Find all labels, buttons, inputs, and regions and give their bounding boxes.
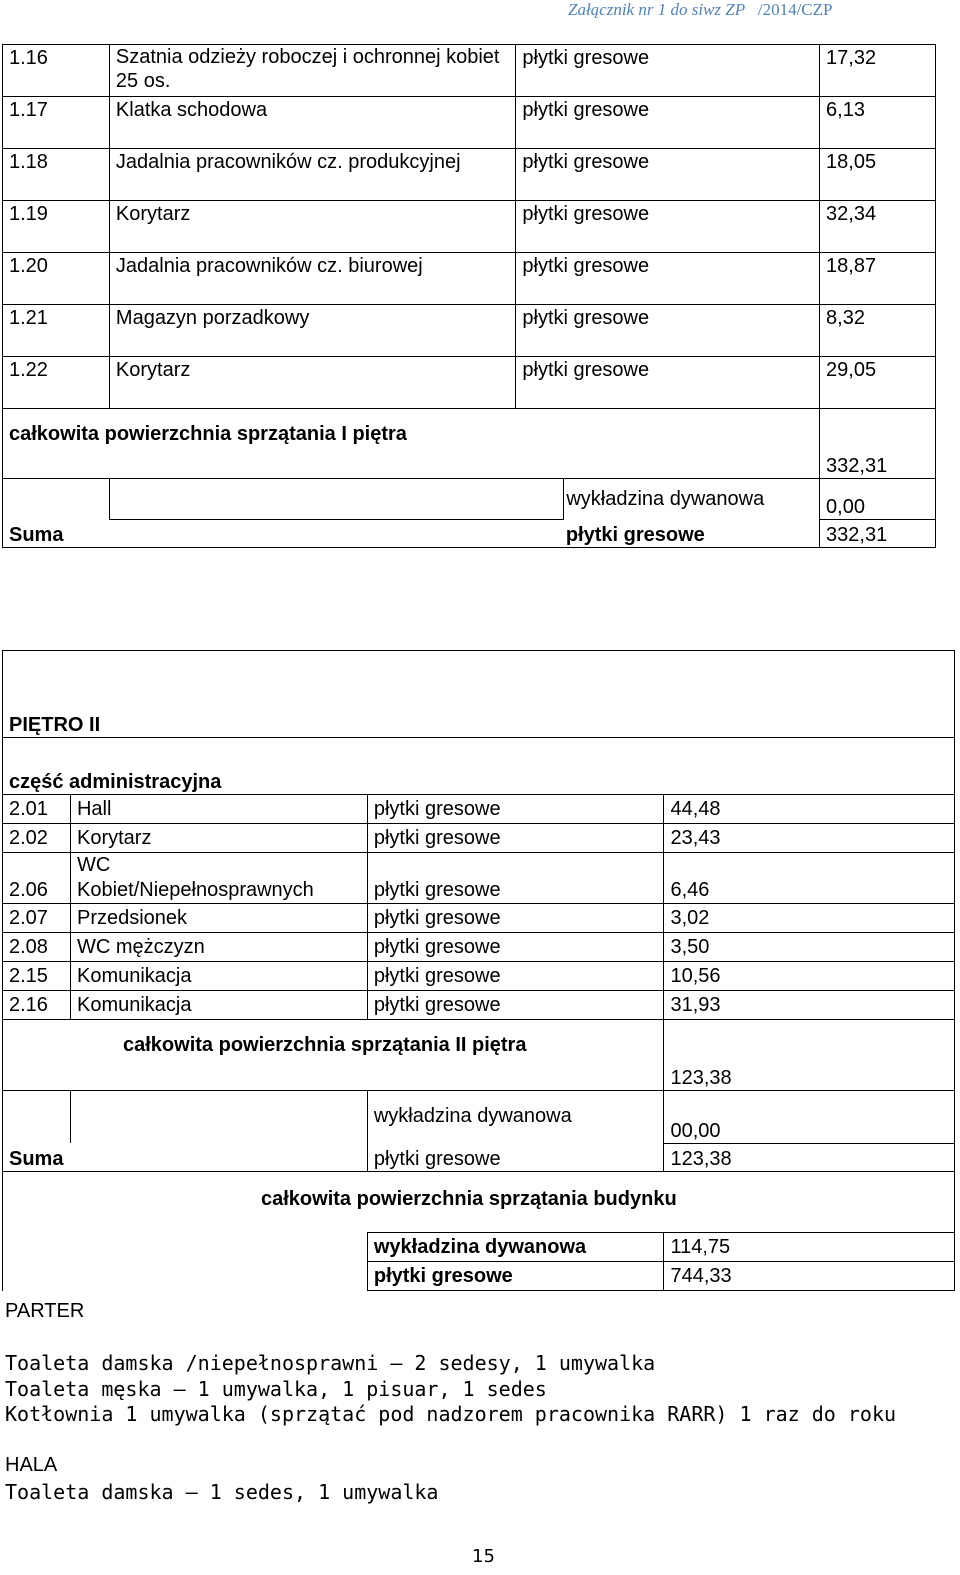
floor2-section: część administracyjna (3, 738, 955, 795)
table-row: 1.16 Szatnia odzieży roboczej i ochronnej kobiet 25 os. płytki gresowe 17,32 (3, 45, 936, 97)
note-line: Toaleta męska – 1 umywalka, 1 pisuar, 1 sedes (5, 1377, 547, 1401)
floor1-total-value: 332,31 (820, 409, 936, 479)
building-total-label: całkowita powierzchnia sprzątania budynku (3, 1172, 955, 1233)
floor2-table (2, 650, 955, 1291)
floor1-tiles-row: płytki gresowe 332,31 (3, 520, 936, 548)
building-total-row (3, 1172, 955, 1233)
table-row: 1.17 Klatka schodowa płytki gresowe 6,13 (3, 97, 936, 149)
annex-ref: /2014/CZP (757, 0, 833, 19)
note-line: Toaleta damska – 1 sedes, 1 umywalka (5, 1480, 439, 1504)
table-row: 2.16 Komunikacja płytki gresowe 31,93 (3, 991, 955, 1020)
table-row: 1.20 Jadalnia pracowników cz. biurowej płytki gresowe 18,87 (3, 253, 936, 305)
table-row: 2.07 Przedsionek płytki gresowe 3,02 (3, 904, 955, 933)
floor2-sum-label: Suma (3, 1091, 71, 1172)
floor2-title-row (3, 651, 955, 738)
floor2-section-row (3, 738, 955, 795)
note-line: Toaleta damska /niepełnosprawni – 2 sedesy, 1 umywalka (5, 1351, 656, 1375)
table-row: 2.02 Korytarz płytki gresowe 23,43 (3, 824, 955, 853)
table-row: 1.18 Jadalnia pracowników cz. produkcyjnej płytki gresowe 18,05 (3, 149, 936, 201)
table-row: 2.01 Hall płytki gresowe 44,48 (3, 795, 955, 824)
table-row: 1.19 Korytarz płytki gresowe 32,34 (3, 201, 936, 253)
floor2-carpet-row: Suma wykładzina dywanowa 00,00 (3, 1091, 955, 1144)
note-line: Kotłownia 1 umywalka (sprzątać pod nadzorem pracownika RARR) 1 raz do roku (5, 1402, 897, 1426)
floor1-table (2, 44, 936, 548)
floor2-total-label: całkowita powierzchnia sprzątania II piętra (3, 1020, 664, 1091)
floor2-total-row (3, 1020, 955, 1091)
floor2-total-value: 123,38 (664, 1020, 955, 1091)
table-row: 2.08 WC mężczyzn płytki gresowe 3,50 (3, 933, 955, 962)
building-tiles-row: płytki gresowe 744,33 (3, 1262, 955, 1291)
hala-heading: HALA (5, 1454, 58, 1476)
page-number: 15 (472, 1546, 495, 1567)
table-row: 1.22 Korytarz płytki gresowe 29,05 (3, 357, 936, 409)
table-row: 2.06 WC Kobiet/Niepełnosprawnych płytki gresowe 6,46 (3, 853, 955, 904)
parter-heading: PARTER (5, 1300, 85, 1322)
table-row: 2.15 Komunikacja płytki gresowe 10,56 (3, 962, 955, 991)
floor1-carpet-row: Suma wykładzina dywanowa 0,00 (3, 479, 936, 520)
annex-label: Załącznik nr 1 do siwz ZP (568, 0, 746, 19)
building-carpet-row: wykładzina dywanowa 114,75 (3, 1233, 955, 1262)
floor1-total-row (3, 409, 936, 479)
table-row: 1.21 Magazyn porzadkowy płytki gresowe 8,32 (3, 305, 936, 357)
floor2-tiles-row: płytki gresowe 123,38 (3, 1143, 955, 1172)
annex-header (568, 0, 832, 20)
floor2-title: PIĘTRO II (3, 651, 955, 738)
floor1-sum-label: Suma (3, 479, 110, 548)
floor1-total-label: całkowita powierzchnia sprzątania I piętra (3, 409, 820, 479)
